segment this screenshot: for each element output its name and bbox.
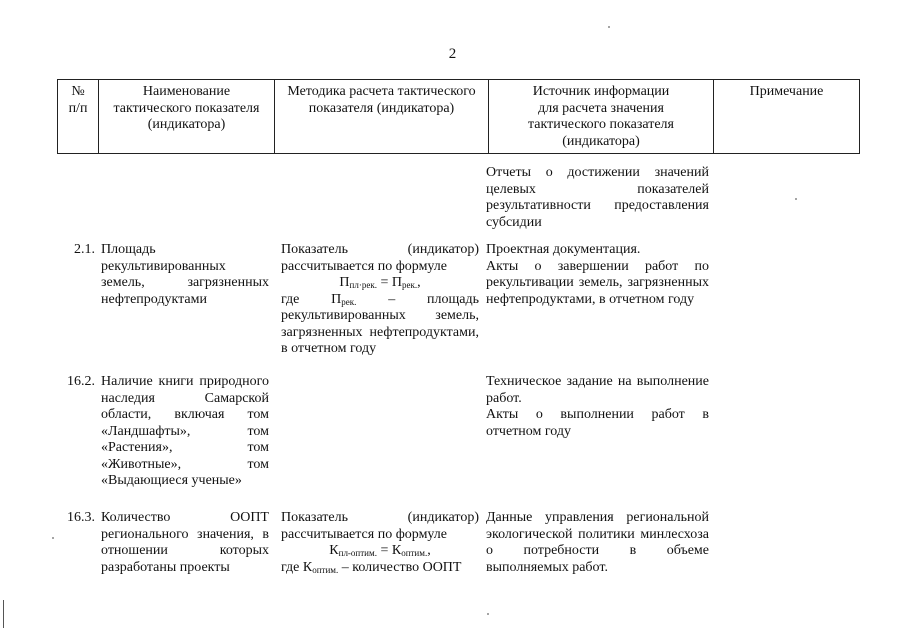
header-indicator-name: Наименование тактического показателя (индикатора) <box>99 80 275 154</box>
scan-speck <box>52 537 54 539</box>
row-indicator-name: Площадь рекультивированных земель, загрязненных нефтепродуктами <box>101 242 269 307</box>
continuation-source: Отчеты о достижении значений целевых показателей результативности предоставления субсидии <box>486 165 709 230</box>
header-number: № п/п <box>58 80 99 154</box>
source-line: Акты о завершении работ по рекультивации земель, загрязненных нефтепродуктами, в отчетном году <box>486 258 709 307</box>
method-intro: Показатель (индикатор) рассчитывается по формуле <box>281 510 479 542</box>
page-number: 2 <box>448 46 457 62</box>
row-source <box>486 374 709 440</box>
header-source: Источник информации для расчета значения тактического показателя (индикатора) <box>489 80 714 154</box>
method-where: где $П_{рек.}$ – площадь рекультивированных земель, загрязненных нефтепродуктами, в отчетном году <box>281 291 479 356</box>
row-method <box>281 242 479 358</box>
header-note: Примечание <box>714 80 860 154</box>
method-intro: Показатель (индикатор) рассчитывается по формуле <box>281 242 479 274</box>
formula: $К_{пл-оптим.} = К_{оптим.}$, <box>329 543 431 558</box>
table-header <box>57 79 860 154</box>
row-method <box>281 510 479 576</box>
formula: $П_{пл\cdot рек.} = П_{рек.}$, <box>339 275 421 290</box>
header-method: Методика расчета тактического показателя (индикатора) <box>275 80 489 154</box>
row-indicator-name: Количество ООПТ регионального значения, в отношении которых разработаны проекты <box>101 510 269 575</box>
scan-speck <box>608 26 610 28</box>
scan-speck <box>487 613 489 615</box>
row-number: 16.2. <box>67 374 95 389</box>
row-number: 2.1. <box>74 242 95 257</box>
row-source <box>486 242 709 308</box>
source-line: Проектная документация. <box>486 242 641 257</box>
scan-edge-mark <box>3 600 4 628</box>
row-source: Данные управления региональной экологической политики минлесхоза о потребности в объеме выполняемых работ. <box>486 510 709 575</box>
method-where: где $К_{оптим.}$ – количество ООПТ <box>281 559 462 575</box>
row-number: 16.3. <box>67 510 95 525</box>
source-line: Акты о выполнении работ в отчетном году <box>486 407 709 439</box>
scan-speck <box>795 198 797 200</box>
source-line: Техническое задание на выполнение работ. <box>486 374 709 406</box>
row-indicator-name: Наличие книги природного наследия Самарской области, включая том «Ландшафты», том «Растения», том «Животные», том «Выдающиеся ученые» <box>101 374 269 488</box>
